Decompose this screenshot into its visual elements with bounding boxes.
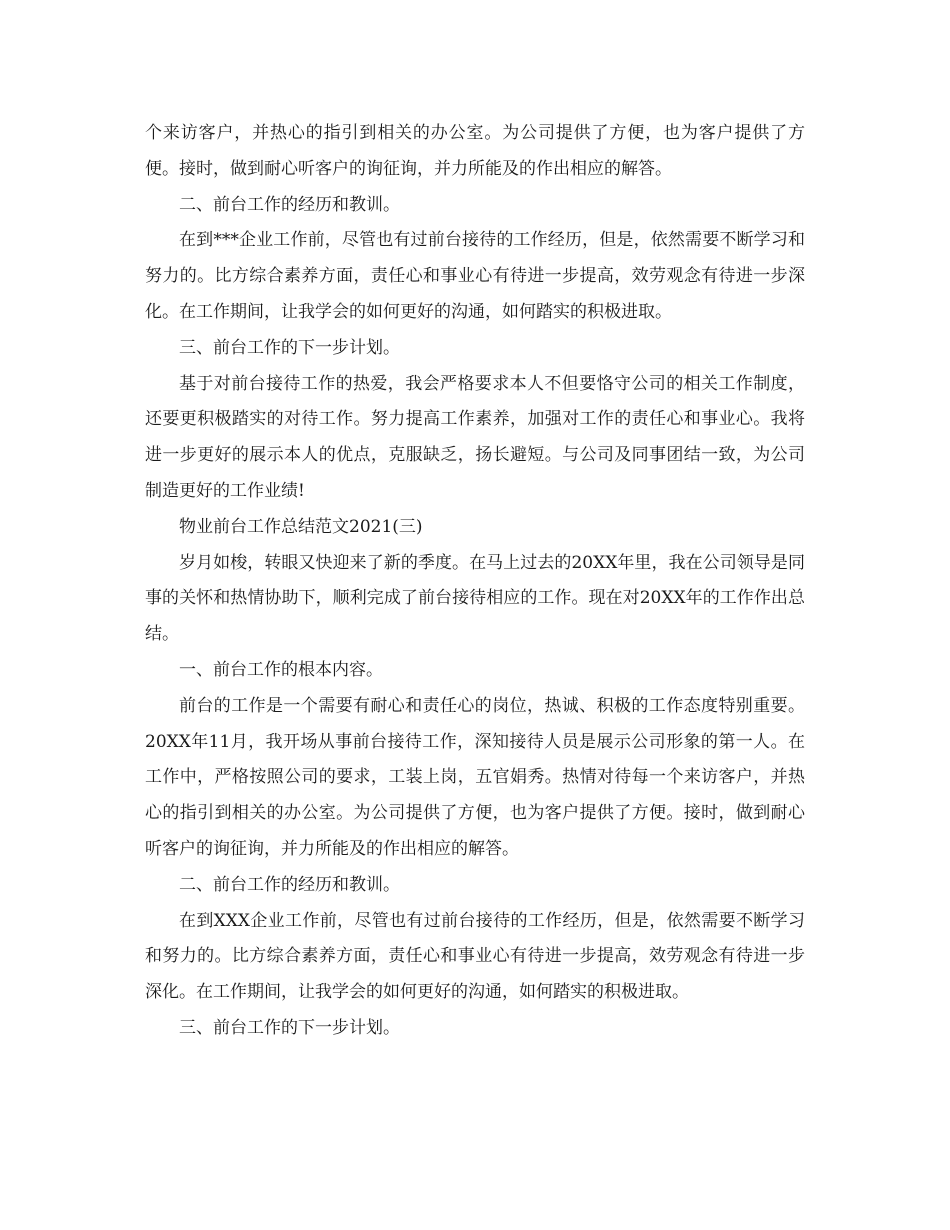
section-heading-experience: 二、前台工作的经历和教训。: [179, 874, 400, 895]
paragraph: 前台的工作是一个需要有耐心和责任心的岗位，热诚、积极的工作态度特别重要。20XX年11月，我开场从事前台接待工作，深知接待人员是展示公司形象的第一人。在工作中，严格按照公司的要求，工装上岗，五官娟秀。热情对待每一个来访客户，并热心的指引到相关的办公室。为公司提供了方便，也为客户提供了方便。接时，做到耐心听客户的询征询，并力所能及的作出相应的解答。: [145, 695, 805, 859]
document-body: [145, 116, 805, 1047]
section-heading-experience: 二、前台工作的经历和教训。: [179, 194, 400, 215]
section-heading-next-plan: 三、前台工作的下一步计划。: [179, 1017, 400, 1038]
paragraph-continuation: 个来访客户，并热心的指引到相关的办公室。为公司提供了方便，也为客户提供了方便。接时，做到耐心听客户的询征询，并力所能及的作出相应的解答。: [145, 123, 805, 179]
article-title: 物业前台工作总结范文2021(三): [179, 516, 423, 537]
section-heading-basic-content: 一、前台工作的根本内容。: [179, 659, 383, 680]
paragraph: 在到***企业工作前，尽管也有过前台接待的工作经历，但是，依然需要不断学习和努力的。比方综合素养方面，责任心和事业心有待进一步提高，效劳观念有待进一步深化。在工作期间，让我学会的如何更好的沟通，如何踏实的积极进取。: [145, 230, 805, 322]
paragraph: 基于对前台接待工作的热爱，我会严格要求本人不但要恪守公司的相关工作制度，还要更积极踏实的对待工作。努力提高工作素养，加强对工作的责任心和事业心。我将进一步更好的展示本人的优点，克服缺乏，扬长避短。与公司及同事团结一致，为公司制造更好的工作业绩!: [145, 373, 805, 501]
section-heading-next-plan: 三、前台工作的下一步计划。: [179, 337, 400, 358]
paragraph: 岁月如梭，转眼又快迎来了新的季度。在马上过去的20XX年里，我在公司领导是同事的关怀和热情协助下，顺利完成了前台接待相应的工作。现在对20XX年的工作作出总结。: [145, 552, 805, 645]
paragraph: 在到XXX企业工作前，尽管也有过前台接待的工作经历，但是，依然需要不断学习和努力的。比方综合素养方面，责任心和事业心有待进一步提高，效劳观念有待进一步深化。在工作期间，让我学会的如何更好的沟通，如何踏实的积极进取。: [145, 910, 805, 1003]
